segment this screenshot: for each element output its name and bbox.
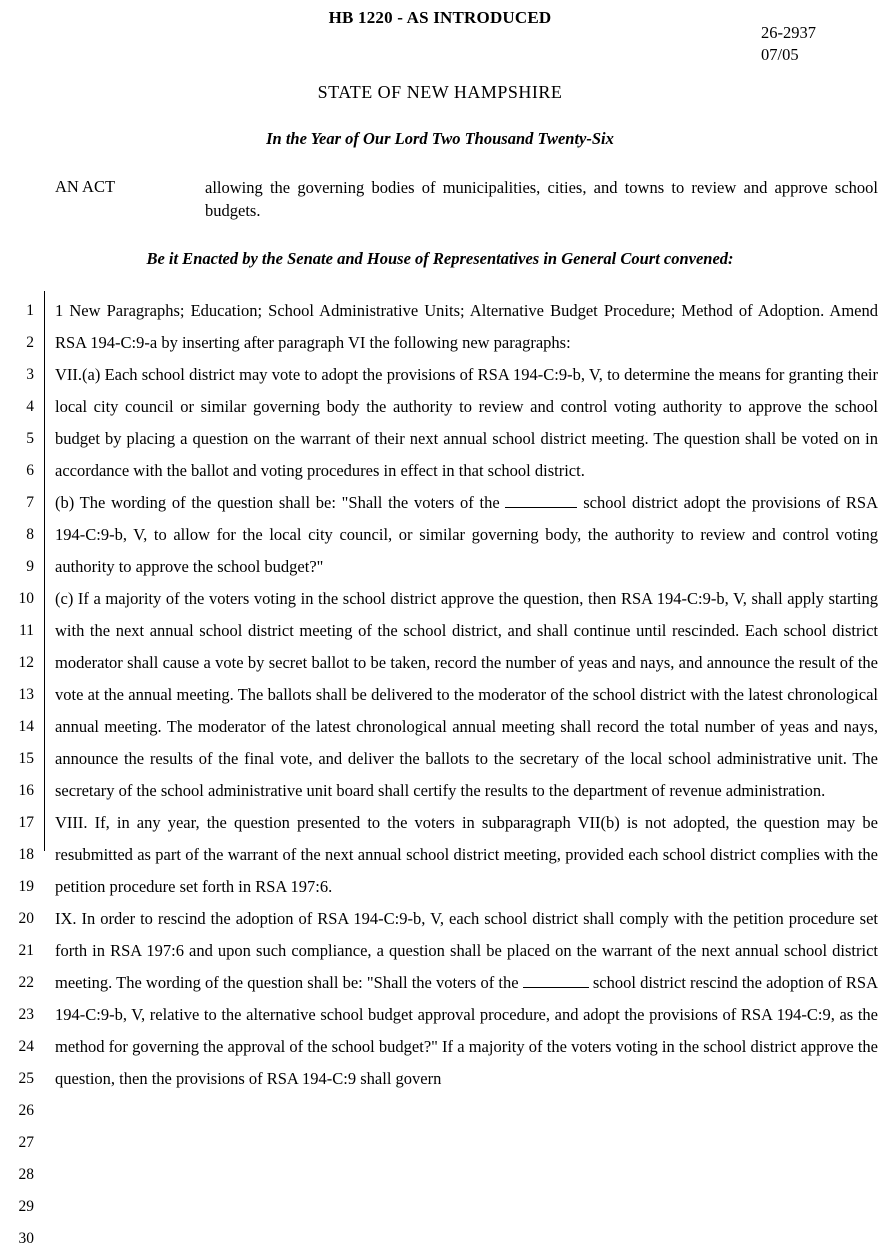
paragraph-ix-part1: IX. In order to rescind the adoption of RSA 194-C:9-b, V, each school district shall comply with the petition procedure set forth in RSA 197:6 and upon such compliance, a question shall be placed on the warrant of the next annual school district meeting. The wording of the question shall be: "Shall the voters of the xyxy=(55,908,878,992)
bill-text-column xyxy=(55,295,878,1095)
line-number: 16 xyxy=(18,781,34,799)
line-number: 8 xyxy=(26,525,34,543)
line-number: 6 xyxy=(26,461,34,479)
line-number: 11 xyxy=(19,621,34,639)
line-number: 3 xyxy=(26,365,34,383)
paragraph-ix-part2: school district rescind the adoption of RSA 194-C:9-b, V, relative to the alternative school budget approval procedure, and adopt the provisions of RSA 194-C:9, as the method for governing the approval of the school budget?" If a majority of the voters voting in the school district approve the question, then the provisions of RSA 194-C:9 shall govern xyxy=(55,972,879,1088)
line-number: 22 xyxy=(18,973,34,991)
paragraph-vii-b-part1: (b) The wording of the question shall be: "Shall the voters of the xyxy=(55,492,500,512)
line-number: 2 xyxy=(26,333,34,351)
fill-in-blank xyxy=(523,987,589,988)
document-number-block xyxy=(761,22,816,67)
fill-in-blank xyxy=(505,507,577,508)
paragraph-vii-b-part2: school district adopt the provisions of RSA 194-C:9-b, V, to allow for the local city council, or similar governing body, the authority to review and control voting authority to approve the school budget?" xyxy=(55,492,879,576)
state-title: STATE OF NEW HAMPSHIRE xyxy=(317,82,563,102)
line-number: 13 xyxy=(18,685,34,703)
document-number: 26-2937 xyxy=(761,23,816,42)
line-number: 21 xyxy=(18,941,34,959)
act-title-text: allowing the governing bodies of municipalities, cities, and towns to review and approve school budgets. xyxy=(205,178,878,220)
line-number: 20 xyxy=(18,909,34,927)
paragraph-vii-a: VII.(a) Each school district may vote to adopt the provisions of RSA 194-C:9-b, V, to determine the means for granting their local city council or similar governing body the authority to review and control voting authority to approve the school budget by placing a question on the warrant of their next annual school district meeting. The question shall be voted on in accordance with the ballot and voting procedures in effect in that school district. xyxy=(55,364,878,480)
line-number: 10 xyxy=(18,589,34,607)
line-number: 28 xyxy=(18,1165,34,1183)
line-number: 23 xyxy=(18,1005,34,1023)
line-number: 18 xyxy=(18,845,34,863)
line-number: 1 xyxy=(26,301,34,319)
bill-body xyxy=(0,295,880,1247)
line-number: 14 xyxy=(18,717,34,735)
line-number: 26 xyxy=(18,1101,34,1119)
line-number: 17 xyxy=(18,813,34,831)
paragraph-vii-c: (c) If a majority of the voters voting in the school district approve the question, then RSA 194-C:9-b, V, shall apply starting with the next annual school district meeting of the school district, and shall continue until rescinded. Each school district moderator shall cause a vote by secret ballot to be taken, record the number of yeas and nays, and announce the result of the vote at the annual meeting. The ballots shall be delivered to the moderator of the school district with the latest chronological annual meeting. The moderator of the latest chronological annual meeting shall record the total number of yeas and nays, announce the results of the final vote, and deliver the ballots to the secretary of the local school administrative unit. The secretary of the school administrative unit board shall certify the results to the department of revenue administration. xyxy=(55,588,878,800)
line-number: 25 xyxy=(18,1069,34,1087)
document-date: 07/05 xyxy=(761,45,799,65)
section-1-paragraph: 1 New Paragraphs; Education; School Administrative Units; Alternative Budget Procedure; Method of Adoption. Amend RSA 194-C:9-a by inserting after paragraph VI the following new paragraphs: xyxy=(55,300,878,352)
line-number: 19 xyxy=(18,877,34,895)
paragraph-viii: VIII. If, in any year, the question presented to the voters in subparagraph VII(b) is not adopted, the question may be resubmitted as part of the warrant of the next annual school district meeting, provided each school district complies with the petition procedure set forth in RSA 197:6. xyxy=(55,812,878,896)
enacting-clause: Be it Enacted by the Senate and House of Representatives in General Court convened: xyxy=(146,248,734,268)
act-block xyxy=(0,177,880,223)
act-label: AN ACT xyxy=(55,177,116,196)
line-number: 24 xyxy=(18,1037,34,1055)
paragraph-ix xyxy=(55,903,878,1095)
line-number: 4 xyxy=(26,397,34,415)
margin-rule xyxy=(44,291,45,851)
line-number: 27 xyxy=(18,1133,34,1151)
line-number: 7 xyxy=(26,493,34,511)
document-header-title: HB 1220 - AS INTRODUCED xyxy=(328,8,552,27)
line-number: 12 xyxy=(18,653,34,671)
line-number: 9 xyxy=(26,557,34,575)
line-number-gutter xyxy=(10,295,34,1255)
paragraph-vii-b xyxy=(55,487,878,583)
year-line: In the Year of Our Lord Two Thousand Twenty-Six xyxy=(266,129,614,148)
line-number: 5 xyxy=(26,429,34,447)
line-number: 15 xyxy=(18,749,34,767)
line-number: 30 xyxy=(18,1229,34,1247)
line-number: 29 xyxy=(18,1197,34,1215)
